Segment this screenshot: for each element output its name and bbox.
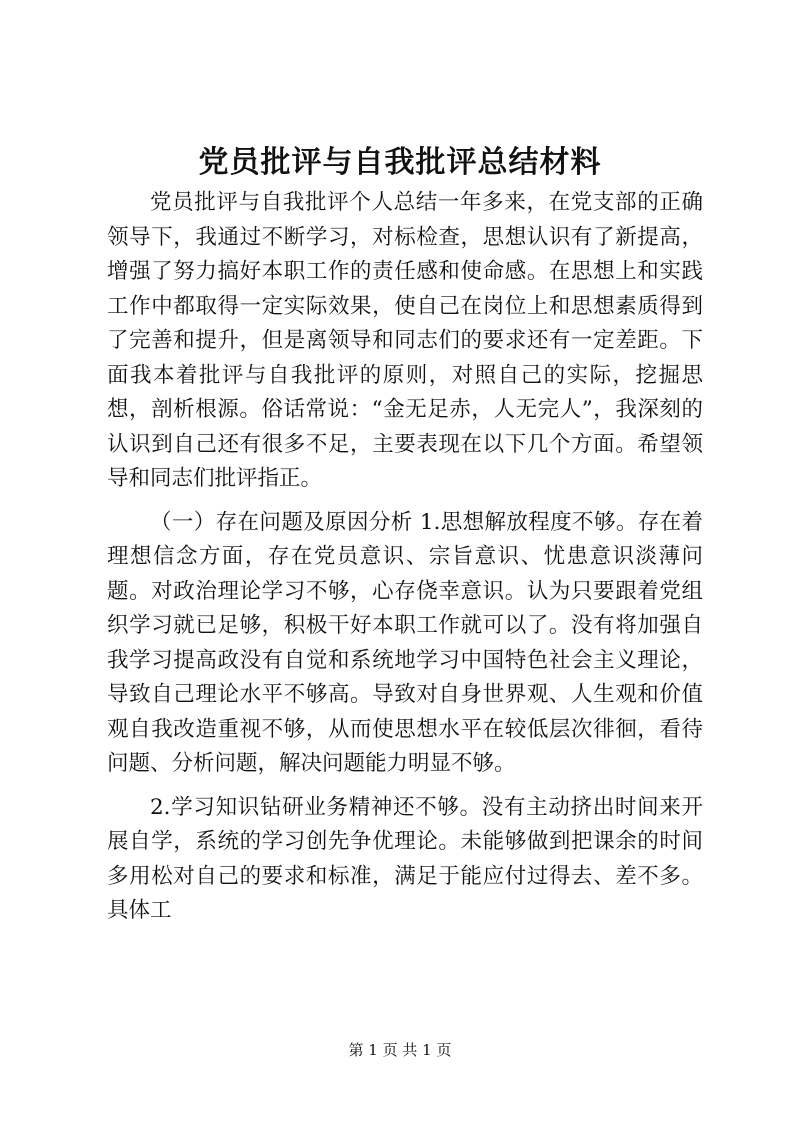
document-body (107, 186, 703, 929)
page-footer: 第 1 页 共 1 页 (348, 1041, 452, 1059)
paragraph-study: 2.学习知识钻研业务精神还不够。没有主动挤出时间来开展自学，系统的学习创先争优理论。未能够做到把课余的时间多用松对自己的要求和标准，满足于能应付过得去、差不多。具体工 (107, 794, 703, 923)
paragraph-problems: （一）存在问题及原因分析 1.思想解放程度不够。存在着理想信念方面，存在党员意识、宗旨意识、忧患意识淡薄问题。对政治理论学习不够，心存侥幸意识。认为只要跟着党组织学习就已足够，积极干好本职工作就可以了。没有将加强自我学习提高政没有自觉和系统地学习中国特色社会主义理论，导致自己理论水平不够高。导致对自身世界观、人生观和价值观自我改造重视不够，从而使思想水平在较低层次徘徊，看待问题、分析问题，解决问题能力明显不够。 (107, 509, 703, 776)
document-title: 党员批评与自我批评总结材料 (198, 145, 602, 180)
paragraph-intro: 党员批评与自我批评个人总结一年多来，在党支部的正确领导下，我通过不断学习，对标检查，思想认识有了新提高，增强了努力搞好本职工作的责任感和使命感。在思想上和实践工作中都取得一定实际效果，使自己在岗位上和思想素质得到了完善和提升，但是离领导和同志们的要求还有一定差距。下面我本着批评与自我批评的原则，对照自己的实际，挖掘思想，剖析根源。俗话常说：“金无足赤，人无完人”，我深刻的认识到自己还有很多不足，主要表现在以下几个方面。希望领导和同志们批评指正。 (107, 190, 703, 491)
